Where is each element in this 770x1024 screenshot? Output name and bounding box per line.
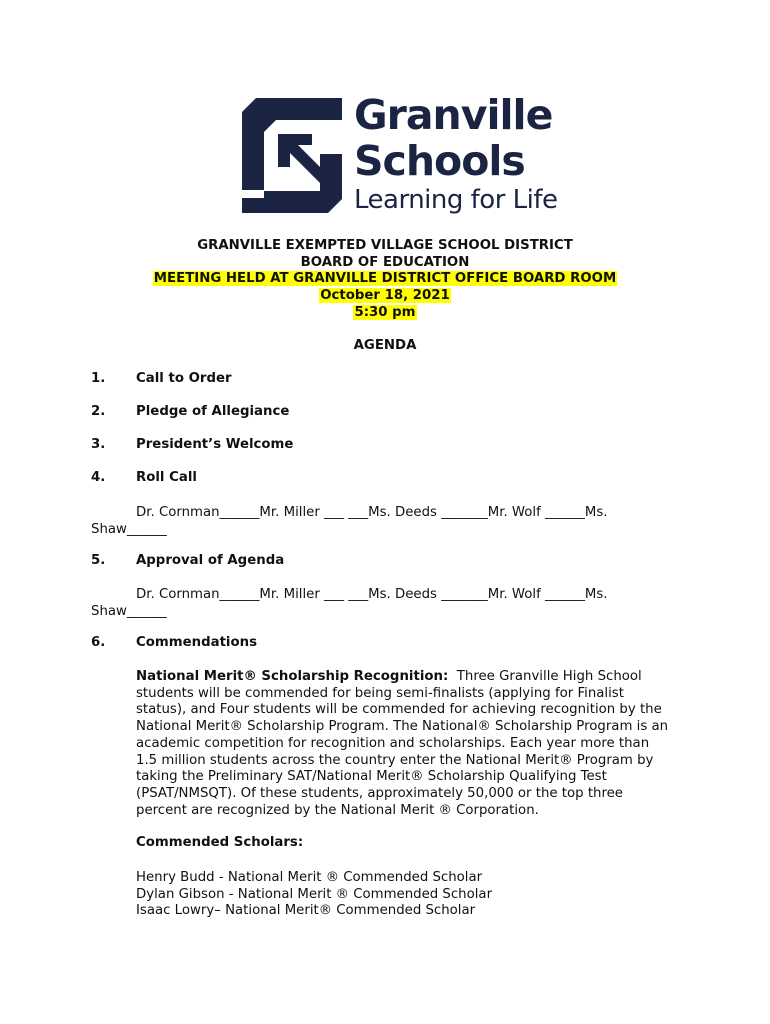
roll-call-line: Shaw______ <box>91 604 167 619</box>
board-name: BOARD OF EDUCATION <box>300 254 470 270</box>
logo-line-schools: Schools <box>354 137 525 185</box>
agenda-item-presidents-welcome <box>91 437 293 452</box>
item-number: 6. <box>91 635 106 650</box>
meeting-time: 5:30 pm <box>354 304 416 320</box>
scholars-list <box>136 870 492 920</box>
district-name: GRANVILLE EXEMPTED VILLAGE SCHOOL DISTRICT <box>197 238 573 253</box>
item-number: 3. <box>91 437 106 452</box>
roll-call-line: Dr. Cornman______Mr. Miller ___ ___Ms. Deeds _______Mr. Wolf ______Ms. <box>136 505 608 520</box>
agenda-title: AGENDA <box>353 338 417 353</box>
meeting-location: MEETING HELD AT GRANVILLE DISTRICT OFFICE BOARD ROOM <box>153 271 617 287</box>
commendation-heading: National Merit® Scholarship Recognition: <box>136 669 449 684</box>
commendations-paragraph <box>136 669 671 819</box>
document-header <box>0 238 770 322</box>
item-label: Roll Call <box>136 470 197 485</box>
agenda-item-commendations <box>91 635 257 650</box>
granville-g-mark-icon <box>242 98 342 213</box>
list-item: Henry Budd - National Merit ® Commended Scholar <box>136 870 483 885</box>
item-number: 4. <box>91 470 106 485</box>
item-label: Call to Order <box>136 371 232 386</box>
logo-wordmark <box>354 92 558 216</box>
agenda-item-call-to-order <box>91 371 232 386</box>
item-number: 1. <box>91 371 106 386</box>
meeting-date: October 18, 2021 <box>320 288 450 304</box>
item-number: 2. <box>91 404 106 419</box>
list-item: Isaac Lowry– National Merit® Commended Scholar <box>136 903 476 919</box>
item-number: 5. <box>91 553 106 568</box>
roll-call-line: Dr. Cornman______Mr. Miller ___ ___Ms. Deeds _______Mr. Wolf ______Ms. <box>136 587 608 602</box>
agenda-item-roll-call <box>91 470 197 485</box>
logo-line-granville: Granville <box>354 91 553 139</box>
commended-scholars-heading: Commended Scholars: <box>136 835 304 850</box>
item-label: Pledge of Allegiance <box>136 404 290 419</box>
approval-votes <box>91 586 651 620</box>
list-item: Dylan Gibson - National Merit ® Commended Scholar <box>136 886 493 902</box>
granville-schools-logo <box>242 91 582 218</box>
agenda-item-approval <box>91 553 284 568</box>
logo-tagline: Learning for Life <box>354 185 558 215</box>
agenda-item-pledge <box>91 404 289 419</box>
commendation-body: Three Granville High School students will be commended for being semi-finalists (applying for Finalist status), and Four students will be commended for achieving recognition by the National Merit® Scholarship Program. The National® Scholarship Program is an academic competition for recognition and scholarships. Each year more than 1.5 million students across the country enter the National Merit® Program by taking the Preliminary SAT/National Merit® Scholarship Qualifying Test (PSAT/NMSQT). Of these students, approximately 50,000 or the top three percent are recognized by the National Merit ® Corporation. <box>136 669 669 818</box>
item-label: President’s Welcome <box>136 437 294 452</box>
item-label: Approval of Agenda <box>136 553 285 568</box>
roll-call-votes <box>91 504 651 538</box>
roll-call-line: Shaw______ <box>91 522 167 537</box>
item-label: Commendations <box>136 635 258 650</box>
